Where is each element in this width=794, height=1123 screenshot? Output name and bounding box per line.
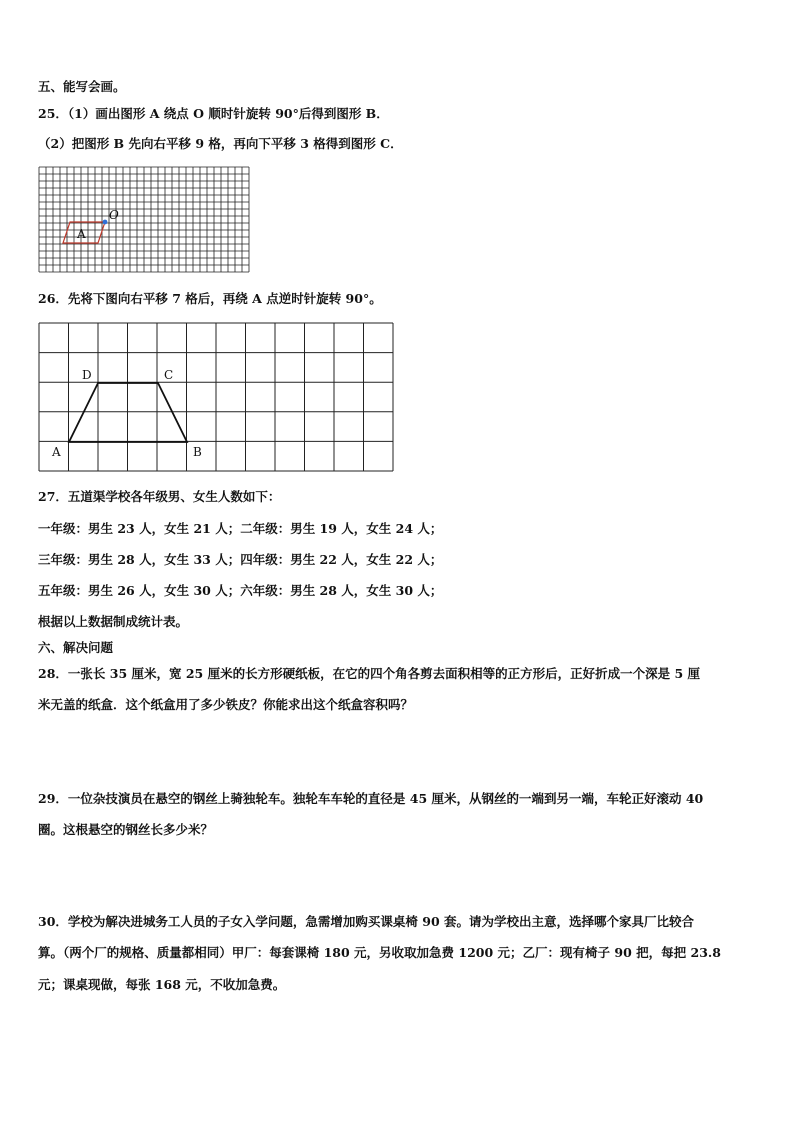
vertex-c-label: C: [164, 368, 174, 382]
question-30-line-1: 30．学校为解决进城务工人员的子女入学问题，急需增加购买课桌椅 90 套。请为学校出主意，选择哪个家具厂比较合: [38, 914, 694, 929]
section-5-heading: 五、能写会画。: [38, 79, 126, 94]
vertex-a-label: A: [52, 445, 61, 459]
question-25-part-2: （2）把图形 B 先向右平移 9 格，再向下平移 3 格得到图形 C．: [38, 136, 403, 151]
section-6-heading: 六、解决问题: [38, 640, 114, 655]
question-29-line-2: 圈。这根悬空的钢丝长多少米？: [38, 822, 214, 837]
shape-a-label: A: [77, 227, 86, 241]
point-o-label: O: [109, 208, 119, 222]
question-25-part-1: 25．（1）画出图形 A 绕点 O 顺时针旋转 90°后得到图形 B．: [38, 106, 389, 121]
question-26-grid: [38, 322, 394, 474]
question-28-line-1: 28．一张长 35 厘米，宽 25 厘米的长方形硬纸板，在它的四个角各剪去面积相等的正方形后，正好折成一个深是 5 厘: [38, 666, 700, 681]
point-o-marker: [103, 220, 108, 225]
vertex-b-label: B: [193, 445, 202, 459]
question-28-line-2: 米无盖的纸盒．这个纸盒用了多少铁皮？你能求出这个纸盒容积吗？: [38, 697, 414, 712]
question-30-line-2: 算。（两个厂的规格、质量都相同）甲厂：每套课椅 180 元，另收取加急费 1200 元；乙厂：现有椅子 90 把，每把 23.8: [38, 945, 721, 960]
question-30-line-3: 元；课桌现做，每张 168 元，不收加急费。: [38, 977, 286, 992]
question-27-intro: 27．五道渠学校各年级男、女生人数如下：: [38, 489, 281, 504]
question-27-outro: 根据以上数据制成统计表。: [38, 614, 189, 629]
question-27-data-line-1: 一年级：男生 23 人，女生 21 人；二年级：男生 19 人，女生 24 人；: [38, 521, 443, 536]
question-26: 26．先将下图向右平移 7 格后，再绕 A 点逆时针旋转 90°。: [38, 291, 382, 306]
question-25-grid: [38, 166, 254, 276]
question-27-data-line-2: 三年级：男生 28 人，女生 33 人；四年级：男生 22 人，女生 22 人；: [38, 552, 443, 567]
question-27-data-line-3: 五年级：男生 26 人，女生 30 人；六年级：男生 28 人，女生 30 人；: [38, 583, 443, 598]
question-29-line-1: 29．一位杂技演员在悬空的钢丝上骑独轮车。独轮车车轮的直径是 45 厘米，从钢丝的一端到另一端，车轮正好滚动 40: [38, 791, 704, 806]
vertex-d-label: D: [82, 368, 92, 382]
